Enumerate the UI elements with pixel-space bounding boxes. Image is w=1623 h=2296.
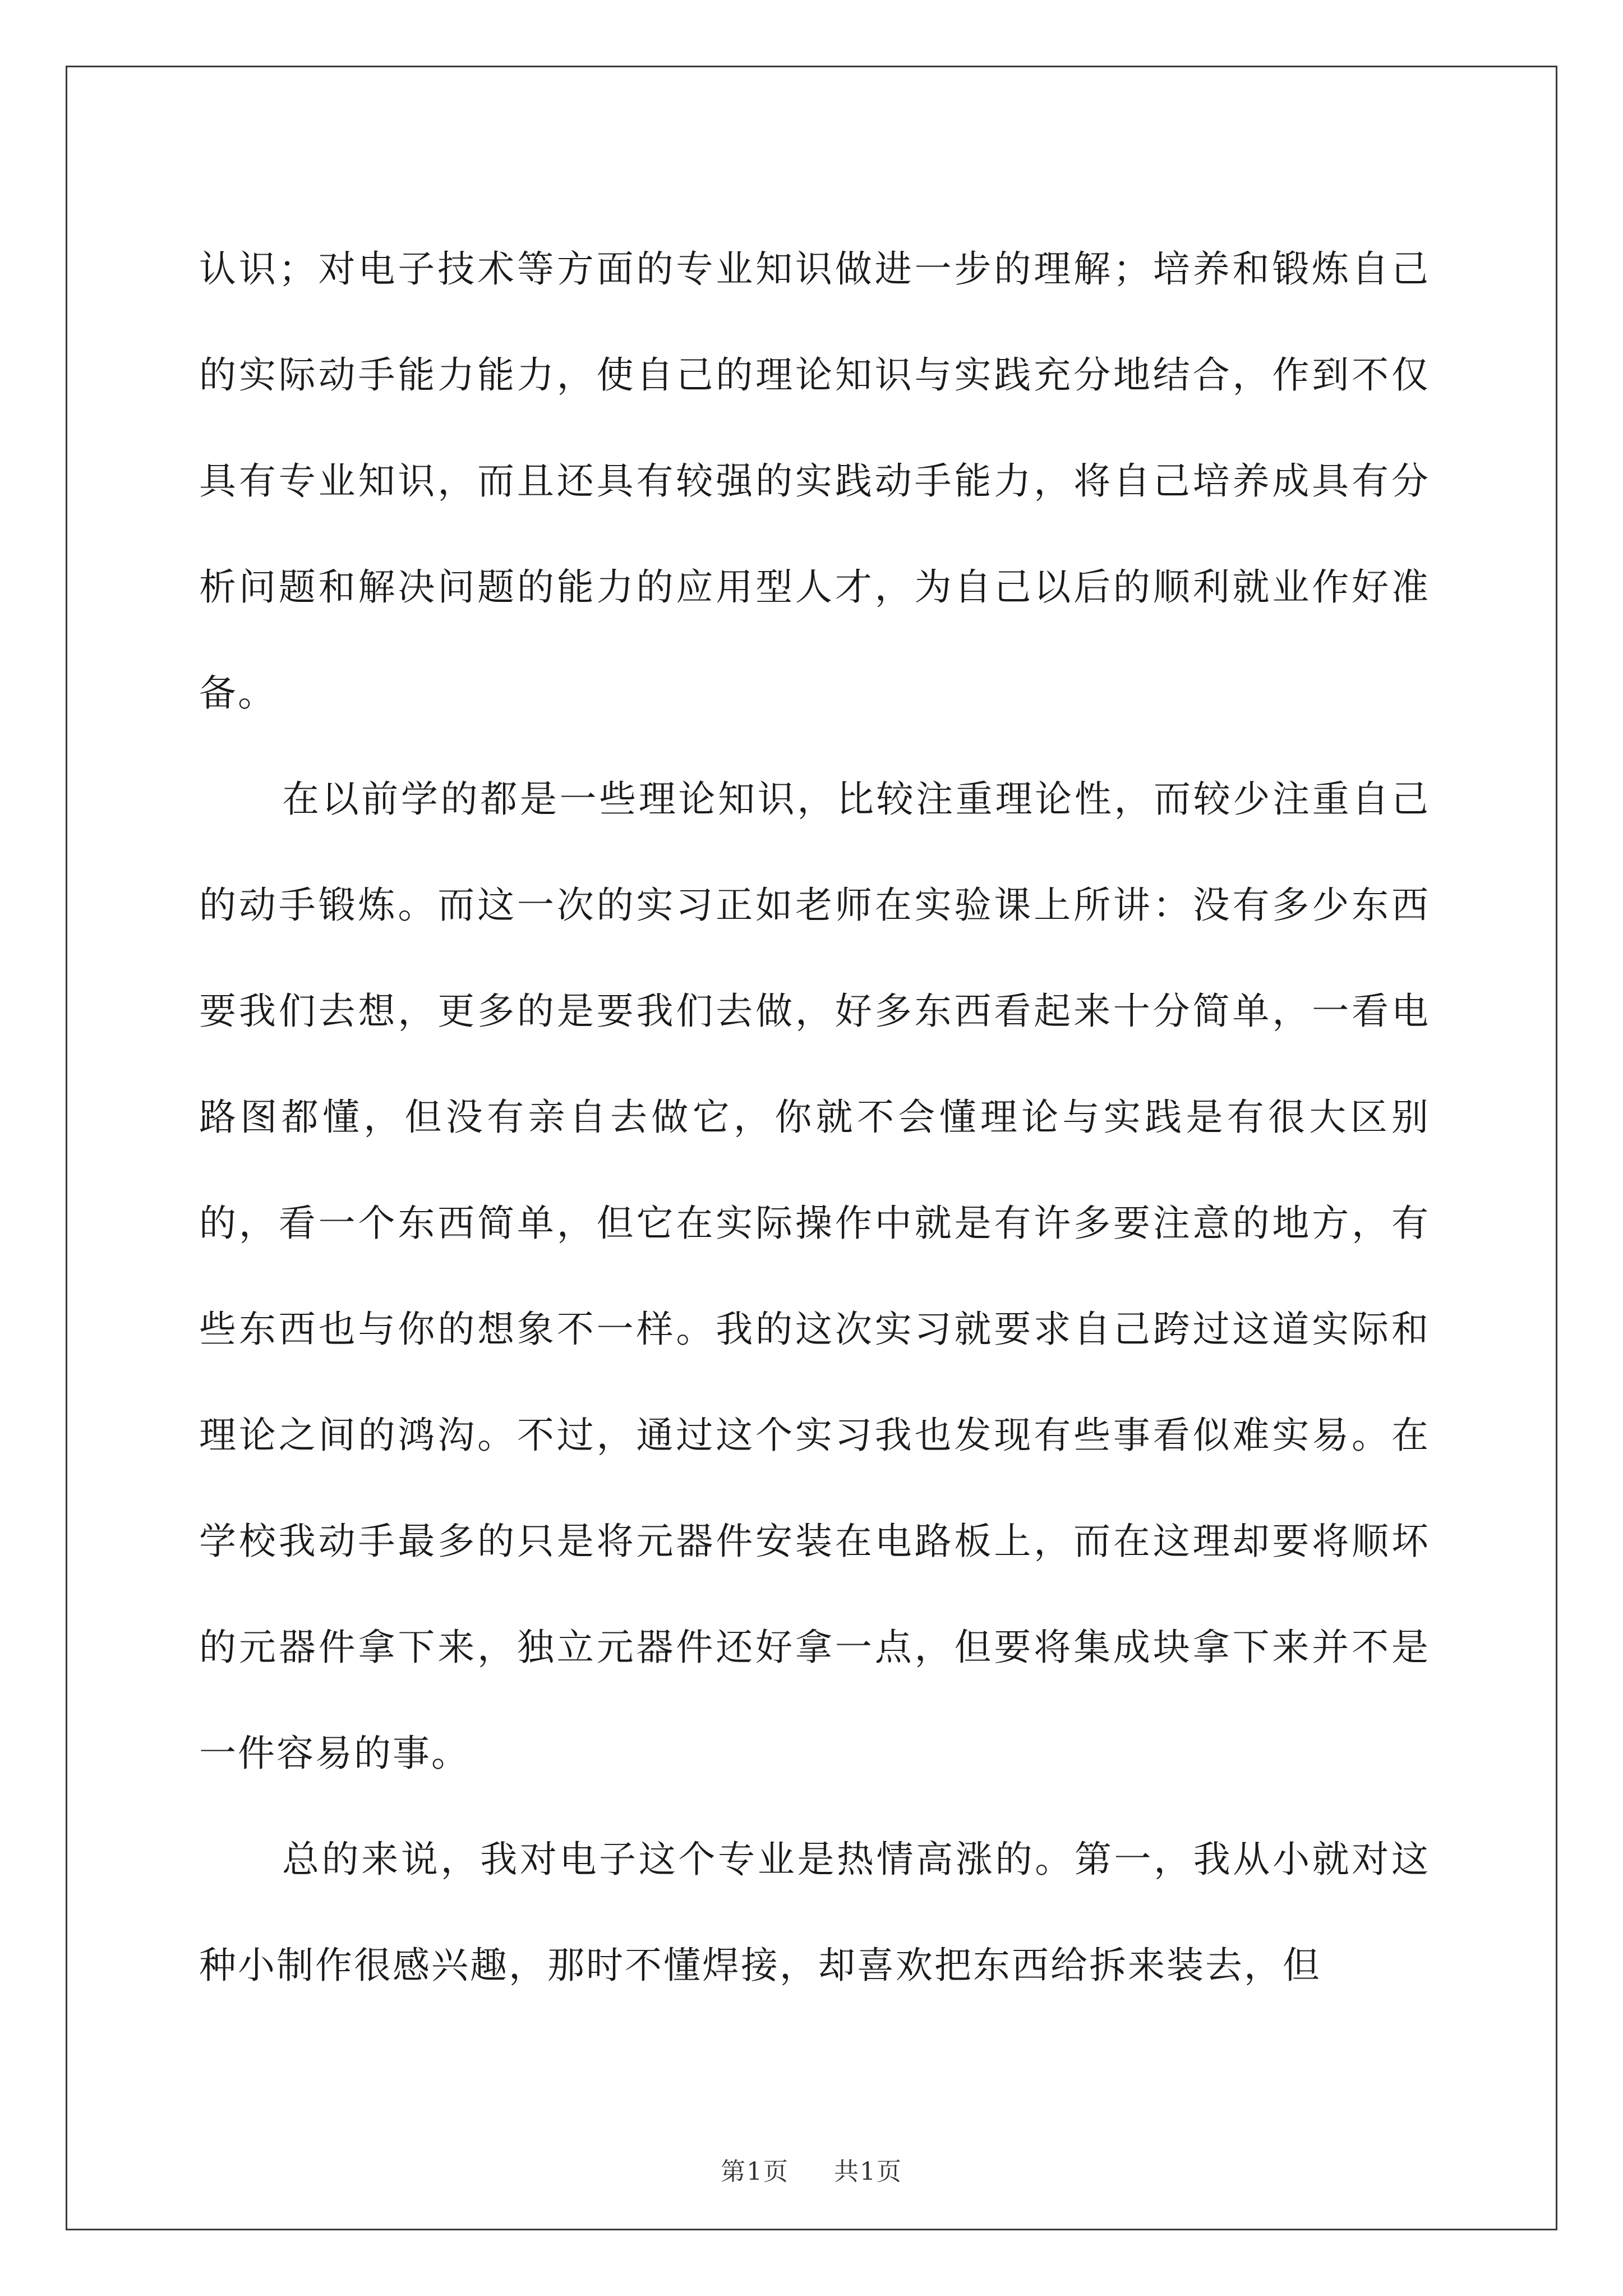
- document-body: [199, 216, 1430, 2018]
- page-total: 共1页: [833, 2157, 902, 2186]
- paragraph-1: 认识；对电子技术等方面的专业知识做进一步的理解；培养和锻炼自己的实际动手能力能力，使自己的理论知识与实践充分地结合，作到不仅具有专业知识，而且还具有较强的实践动手能力，将自己培养成具有分析问题和解决问题的能力的应用型人才，为自己以后的顺利就业作好准备。: [199, 247, 1430, 715]
- page-footer: [0, 2151, 1623, 2187]
- paragraph-2: 在以前学的都是一些理论知识，比较注重理论性，而较少注重自己的动手锻炼。而这一次的实习正如老师在实验课上所讲：没有多少东西要我们去想，更多的是要我们去做，好多东西看起来十分简单，一看电路图都懂，但没有亲自去做它，你就不会懂理论与实践是有很大区别的，看一个东西简单，但它在实际操作中就是有许多要注意的地方，有些东西也与你的想象不一样。我的这次实习就要求自己跨过这道实际和理论之间的鸿沟。不过，通过这个实习我也发现有些事看似难实易。在学校我动手最多的只是将元器件安装在电路板上，而在这理却要将顺坏的元器件拿下来，独立元器件还好拿一点，但要将集成块拿下来并不是一件容易的事。: [199, 777, 1430, 1775]
- page-number: 第1页: [721, 2157, 790, 2186]
- paragraph-3: 总的来说，我对电子这个专业是热情高涨的。第一，我从小就对这种小制作很感兴趣，那时不懂焊接，却喜欢把东西给拆来装去，但: [199, 1838, 1430, 1987]
